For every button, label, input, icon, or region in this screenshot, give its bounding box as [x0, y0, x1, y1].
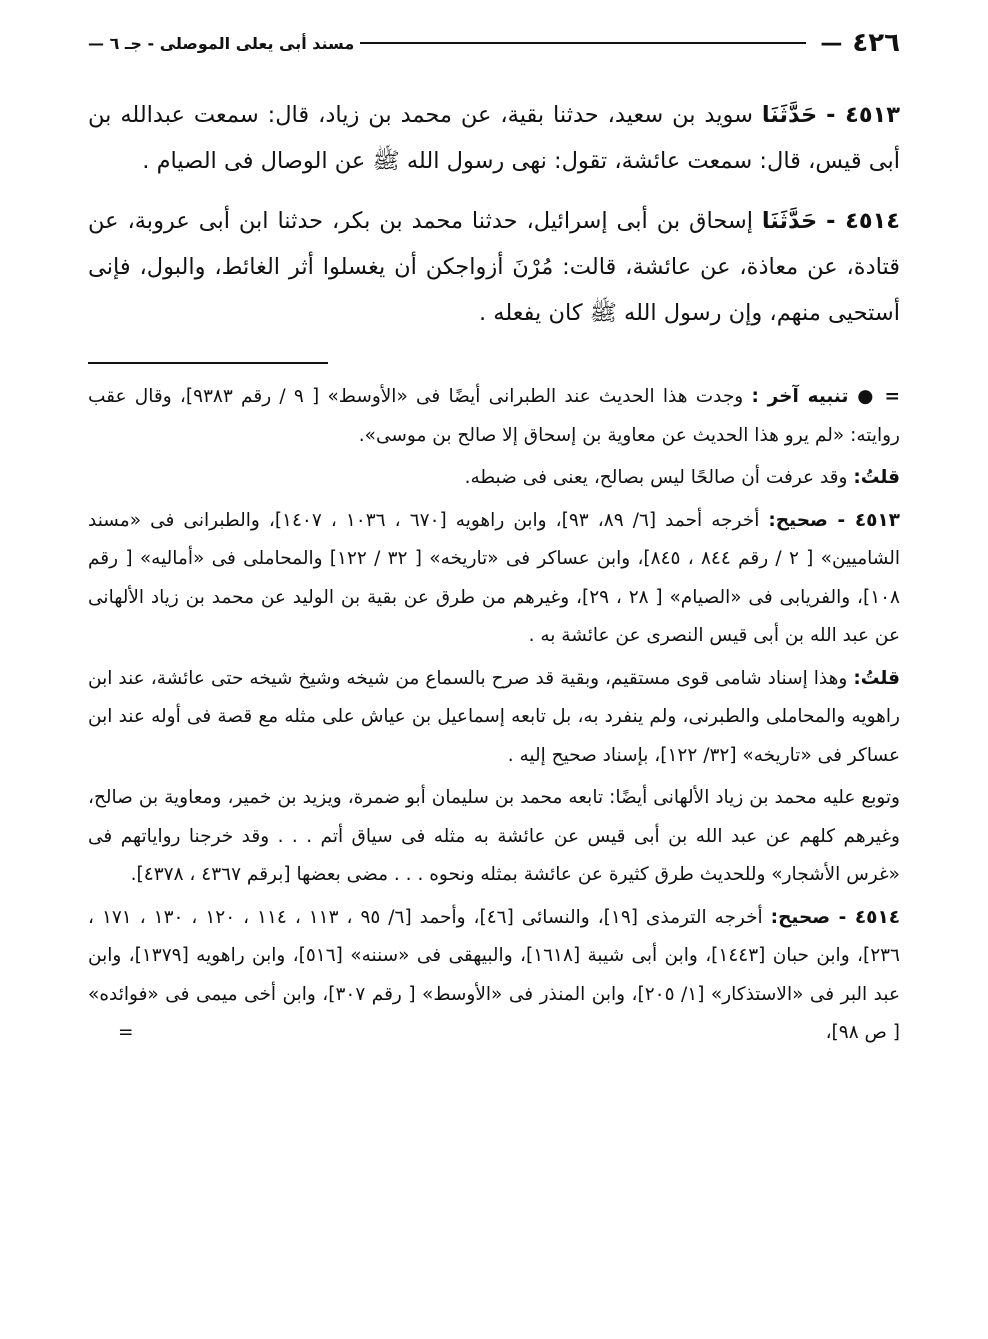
note-lead: قلتُ:	[853, 467, 900, 488]
note-text: أخرجه أحمد [٦/ ٨٩، ٩٣]، وابن راهويه [٦٧٠ ، ١٠٣٦ ، ١٤٠٧]، والطبرانى فى «مسند الشاميين» [ ٢ / رقم ٨٤٤ ، ٨٤٥]، وابن عساكر فى «تاريخه» [ ٣٢ / ١٢٢] والمحاملى فى «أماليه» [ رقم ١٠٨]، والفريابى فى «الصيام» [ ٢٨ ، ٢٩]، وغيرهم من طرق عن بقية بن الوليد عن محمد بن زياد الألهانى عن عبد الله بن أبى قيس النصرى عن عائشة به .	[88, 509, 901, 646]
note-text: وهذا إسناد شامى قوى مستقيم، وبقية قد صرح بالسماع من شيخه وشيخ شيخه حتى عائشة، عند ابن راهويه والمحاملى والطبرنى، ولم ينفرد به، بل تابعه إسماعيل بن عياش على مثله مع قصة فى أوله عند ابن عساكر فى «تاريخه» [٣٢/ ١٢٢]، بإسناد صحيح إليه .	[88, 667, 900, 766]
note-lead: قلتُ:	[853, 667, 900, 689]
note-lead: ٤٥١٣ - صحيح:	[768, 509, 900, 531]
note-text: وقد عرفت أن صالحًا ليس بصالح، يعنى فى ضبطه.	[464, 467, 848, 488]
note-text: وجدت هذا الحديث عند الطبرانى أيضًا فى «الأوسط» [ ٩ / رقم ٩٣٨٣]، وقال عقب روايته: «لم يرو هذا الحديث عن معاوية بن إسحاق إلا صالح بن موسى».	[88, 386, 900, 446]
hadith-4514	[88, 198, 900, 336]
narration-keyword: حَدَّثَنَا	[761, 102, 818, 128]
page-number: ٤٢٦	[852, 28, 900, 58]
header-rule	[360, 42, 806, 44]
running-header	[88, 20, 900, 66]
note-qultu-2	[88, 660, 900, 776]
note-lead: ٤٥١٤ - صحيح:	[770, 906, 901, 928]
note-text: أخرجه الترمذى [١٩]، والنسائى [٤٦]، وأحمد [٦/ ٩٥ ، ١١٣ ، ١١٤ ، ١٢٠ ، ١٣٠ ، ١٧١ ، ٢٣٦]، وابن حبان [١٤٤٣]، وابن أبى شيبة [١٦١٨]، والبيهقى فى «سننه» [٥١٦]، وابن راهويه [١٣٧٩]، وابن عبد البر فى «الاستذكار» [١/ ٢٠٥]، وابن المنذر فى «الأوسط» [ رقم ٣٠٧]، وابن أخى ميمى فى «فوائده» [ ص ٩٨]،	[88, 906, 900, 1043]
book-title: مسند أبى يعلى الموصلى - جـ ٦ —	[88, 33, 355, 53]
hadith-text: إسحاق بن أبى إسرائيل، حدثنا محمد بن بكر، حدثنا ابن أبى عروبة، عن قتادة، عن معاذة، عن عائشة، قالت: مُرْنَ أزواجكن أن يغسلوا أثر الغائط، والبول، فإنى أستحيى منهم، وإن رسول الله ﷺ كان يفعله .	[88, 208, 900, 326]
continuation-mark: =	[118, 1022, 134, 1043]
main-text	[88, 92, 900, 336]
hadith-4513	[88, 92, 900, 184]
note-text: وتوبع عليه محمد بن زياد الألهانى أيضًا: تابعه محمد بن سليمان أبو ضمرة، ويزيد بن خمير، ومعاوية بن صالح، وغيرهم كلهم عن عبد الله بن أبى قيس عن عائشة به مثله فى سياق أتم . . . وقد خرجنا رواياتهم فى «غرس الأشجار» وللحديث طرق كثيرة عن عائشة بمثله ونحوه . . . مضى بعضها [برقم ٤٣٦٧ ، ٤٣٧٨].	[88, 787, 900, 885]
hadith-number: ٤٥١٣ -	[826, 102, 901, 128]
note-tanbih	[88, 378, 900, 455]
note-mutaba	[88, 779, 900, 895]
note-takhrij-4514	[88, 899, 900, 1053]
book-page	[88, 20, 900, 1319]
footnote-divider	[88, 362, 328, 364]
note-takhrij-4513	[88, 502, 900, 656]
hadith-text: سويد بن سعيد، حدثنا بقية، عن محمد بن زياد، قال: سمعت عبدالله بن أبى قيس، قال: سمعت عائشة، تقول: نهى رسول الله ﷺ عن الوصال فى الصيام .	[88, 102, 900, 174]
note-qultu-1	[88, 459, 900, 498]
narration-keyword: حَدَّثَنَا	[761, 208, 818, 234]
footnotes	[88, 378, 900, 1053]
note-lead: = ● تنبيه آخر :	[751, 386, 900, 407]
hadith-number: ٤٥١٤ -	[826, 208, 901, 234]
header-dash: —	[820, 30, 843, 56]
